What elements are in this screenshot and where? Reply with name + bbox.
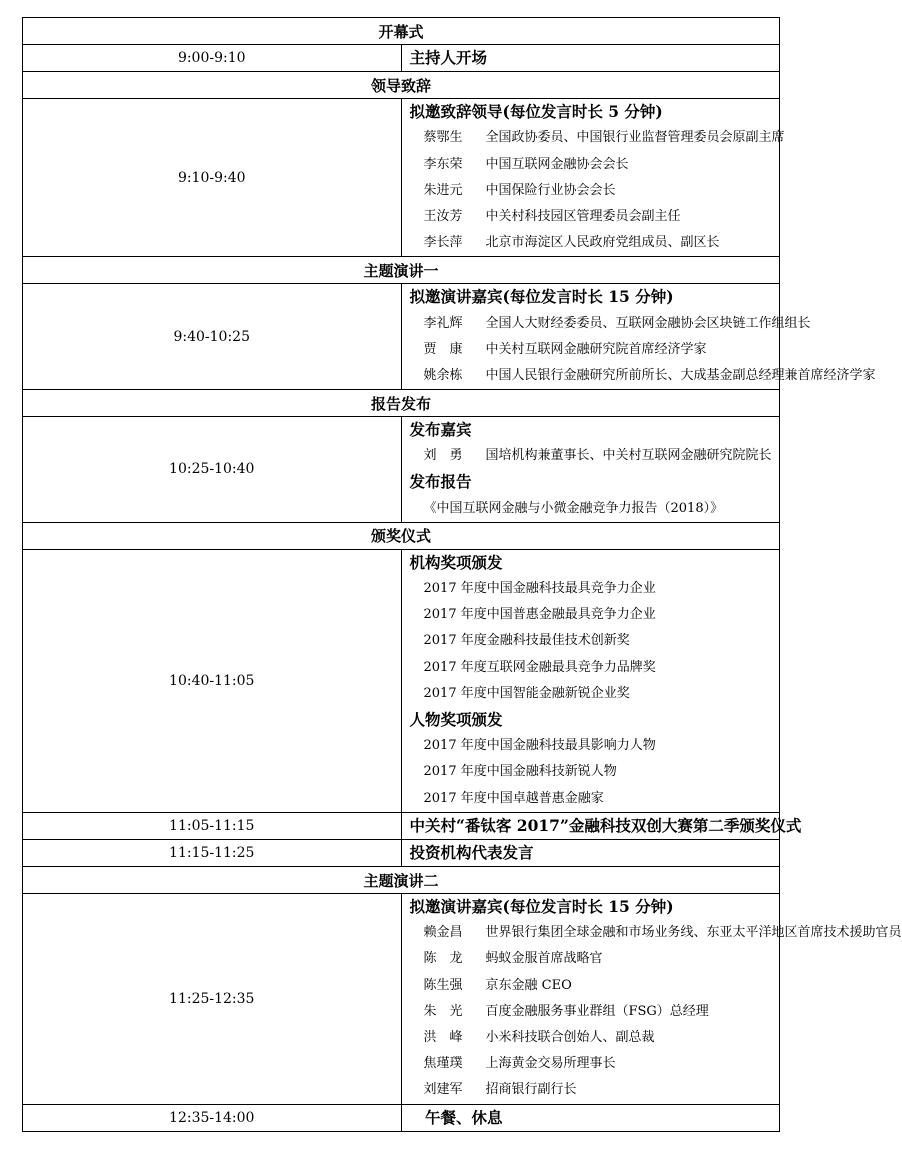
time-slot: 10:25-10:40	[23, 417, 402, 523]
session-item: 2017 年度互联网金融最具竞争力品牌奖	[423, 659, 656, 675]
time-slot: 11:15-11:25	[23, 839, 402, 866]
time-slot: 12:35-14:00	[23, 1104, 402, 1131]
speaker-title: 世界银行集团全球金融和市场业务线、东亚太平洋地区首席技术援助官员	[485, 925, 902, 941]
session-heading: 拟邀演讲嘉宾(每位发言时长 15 分钟)	[409, 897, 674, 917]
speaker-title: 招商银行副行长	[485, 1082, 577, 1098]
speaker-name: 焦瑾璞	[423, 1056, 463, 1072]
speaker-title: 中关村互联网金融研究院首席经济学家	[485, 341, 707, 357]
speaker-name: 陈生强	[423, 977, 463, 993]
agenda-row	[23, 549, 780, 812]
section-row	[23, 257, 780, 284]
section-title: 领导致辞	[23, 72, 780, 99]
speaker-line	[402, 999, 780, 1025]
speaker-name: 姚余栋	[423, 367, 463, 383]
speaker-name: 朱进元	[423, 182, 463, 198]
session-heading: 发布嘉宾	[409, 420, 472, 440]
session-heading: 发布报告	[409, 472, 472, 492]
section-title: 开幕式	[23, 18, 780, 45]
speaker-line	[402, 1051, 780, 1077]
session-item: 2017 年度中国智能金融新锐企业奖	[423, 685, 630, 701]
section-title: 主题演讲二	[23, 867, 780, 894]
session-item: 2017 年度中国金融科技新锐人物	[423, 764, 617, 780]
speaker-name: 赖金昌	[423, 925, 463, 941]
speaker-name: 蔡鄂生	[423, 130, 463, 146]
session-content	[401, 839, 780, 866]
session-content	[401, 99, 785, 257]
section-title: 报告发布	[23, 390, 780, 417]
section-row	[23, 390, 780, 417]
speaker-line	[402, 920, 902, 946]
speaker-name: 贾 康	[423, 341, 463, 357]
session-item: 2017 年度中国金融科技最具影响力人物	[423, 738, 656, 754]
speaker-title: 北京市海淀区人民政府党组成员、副区长	[485, 235, 720, 251]
speaker-title: 蚂蚁金服首席战略官	[485, 951, 603, 967]
session-item: 2017 年度中国卓越普惠金融家	[423, 790, 604, 806]
session-heading: 投资机构代表发言	[409, 842, 534, 862]
session-content	[401, 812, 802, 839]
speaker-title: 中国人民银行金融研究所前所长、大成基金副总经理兼首席经济学家	[485, 367, 876, 383]
agenda-row	[23, 812, 780, 839]
speaker-title: 中国保险行业协会会长	[485, 182, 616, 198]
agenda-row	[23, 45, 780, 72]
agenda-row	[23, 1104, 780, 1131]
speaker-name: 朱 光	[423, 1003, 463, 1019]
agenda-row	[23, 417, 780, 523]
time-slot: 9:40-10:25	[23, 284, 402, 390]
speaker-name: 洪 峰	[423, 1030, 463, 1045]
session-heading: 主持人开场	[409, 48, 488, 67]
session-content	[401, 1104, 780, 1131]
speaker-line	[402, 311, 811, 337]
time-slot: 10:40-11:05	[23, 549, 402, 812]
time-slot: 9:00-9:10	[23, 45, 402, 72]
speaker-title: 全国政协委员、中国银行业监督管理委员会原副主席	[485, 130, 785, 146]
speaker-line	[402, 152, 780, 178]
section-row	[23, 72, 780, 99]
session-heading: 中关村“番钛客 2017”金融科技双创大赛第二季颁奖仪式	[409, 815, 802, 835]
speaker-name: 李礼辉	[423, 315, 463, 331]
section-row	[23, 867, 780, 894]
time-slot: 9:10-9:40	[23, 99, 402, 257]
speaker-title: 中关村科技园区管理委员会副主任	[485, 208, 681, 224]
speaker-line	[402, 337, 780, 363]
speaker-line	[402, 1077, 780, 1103]
session-heading: 午餐、休息	[409, 1107, 503, 1127]
speaker-title: 小米科技联合创始人、副总裁	[485, 1030, 655, 1045]
time-slot: 11:25-12:35	[23, 894, 402, 1105]
section-title: 颁奖仪式	[23, 522, 780, 549]
speaker-name: 李东荣	[423, 156, 463, 172]
session-item: 2017 年度金融科技最佳技术创新奖	[423, 633, 630, 649]
session-heading: 机构奖项颁发	[409, 552, 503, 572]
speaker-name: 李长萍	[423, 235, 463, 251]
session-item: 2017 年度中国普惠金融最具竞争力企业	[423, 607, 656, 623]
agenda-table	[22, 17, 902, 1132]
session-item: 《中国互联网金融与小微金融竞争力报告（2018）》	[423, 500, 724, 516]
speaker-line	[402, 204, 780, 230]
agenda-row	[23, 284, 780, 390]
speaker-name: 王汝芳	[423, 208, 463, 224]
session-heading: 人物奖项颁发	[409, 709, 503, 729]
speaker-name: 刘 勇	[423, 448, 463, 464]
speaker-line	[402, 125, 785, 151]
time-slot: 11:05-11:15	[23, 812, 402, 839]
section-row	[23, 522, 780, 549]
speaker-line	[402, 1025, 780, 1051]
section-row	[23, 18, 780, 45]
session-content	[401, 45, 780, 72]
speaker-title: 京东金融 CEO	[485, 977, 572, 993]
speaker-line	[402, 946, 780, 972]
agenda-body	[23, 18, 902, 1132]
session-content	[401, 549, 780, 812]
session-content	[401, 284, 876, 390]
speaker-title: 上海黄金交易所理事长	[485, 1056, 616, 1072]
session-item: 2017 年度中国金融科技最具竞争力企业	[423, 581, 656, 596]
speaker-title: 中国互联网金融协会会长	[485, 156, 629, 172]
speaker-name: 陈 龙	[423, 951, 463, 967]
speaker-name: 刘建军	[423, 1082, 463, 1098]
speaker-line	[402, 230, 780, 256]
speaker-title: 国培机构兼董事长、中关村互联网金融研究院院长	[485, 448, 772, 464]
session-heading: 拟邀演讲嘉宾(每位发言时长 15 分钟)	[409, 287, 674, 307]
speaker-title: 百度金融服务事业群组（FSG）总经理	[485, 1003, 709, 1019]
speaker-line	[402, 178, 780, 204]
session-content	[401, 894, 902, 1105]
session-content	[401, 417, 780, 523]
speaker-line	[402, 973, 780, 999]
agenda-row	[23, 839, 780, 866]
speaker-title: 全国人大财经委委员、互联网金融协会区块链工作组组长	[485, 315, 811, 331]
agenda-row	[23, 99, 780, 257]
agenda-row	[23, 894, 780, 1105]
speaker-line	[402, 363, 876, 389]
section-title: 主题演讲一	[23, 257, 780, 284]
speaker-line	[402, 443, 780, 469]
session-heading: 拟邀致辞领导(每位发言时长 5 分钟)	[409, 102, 663, 122]
